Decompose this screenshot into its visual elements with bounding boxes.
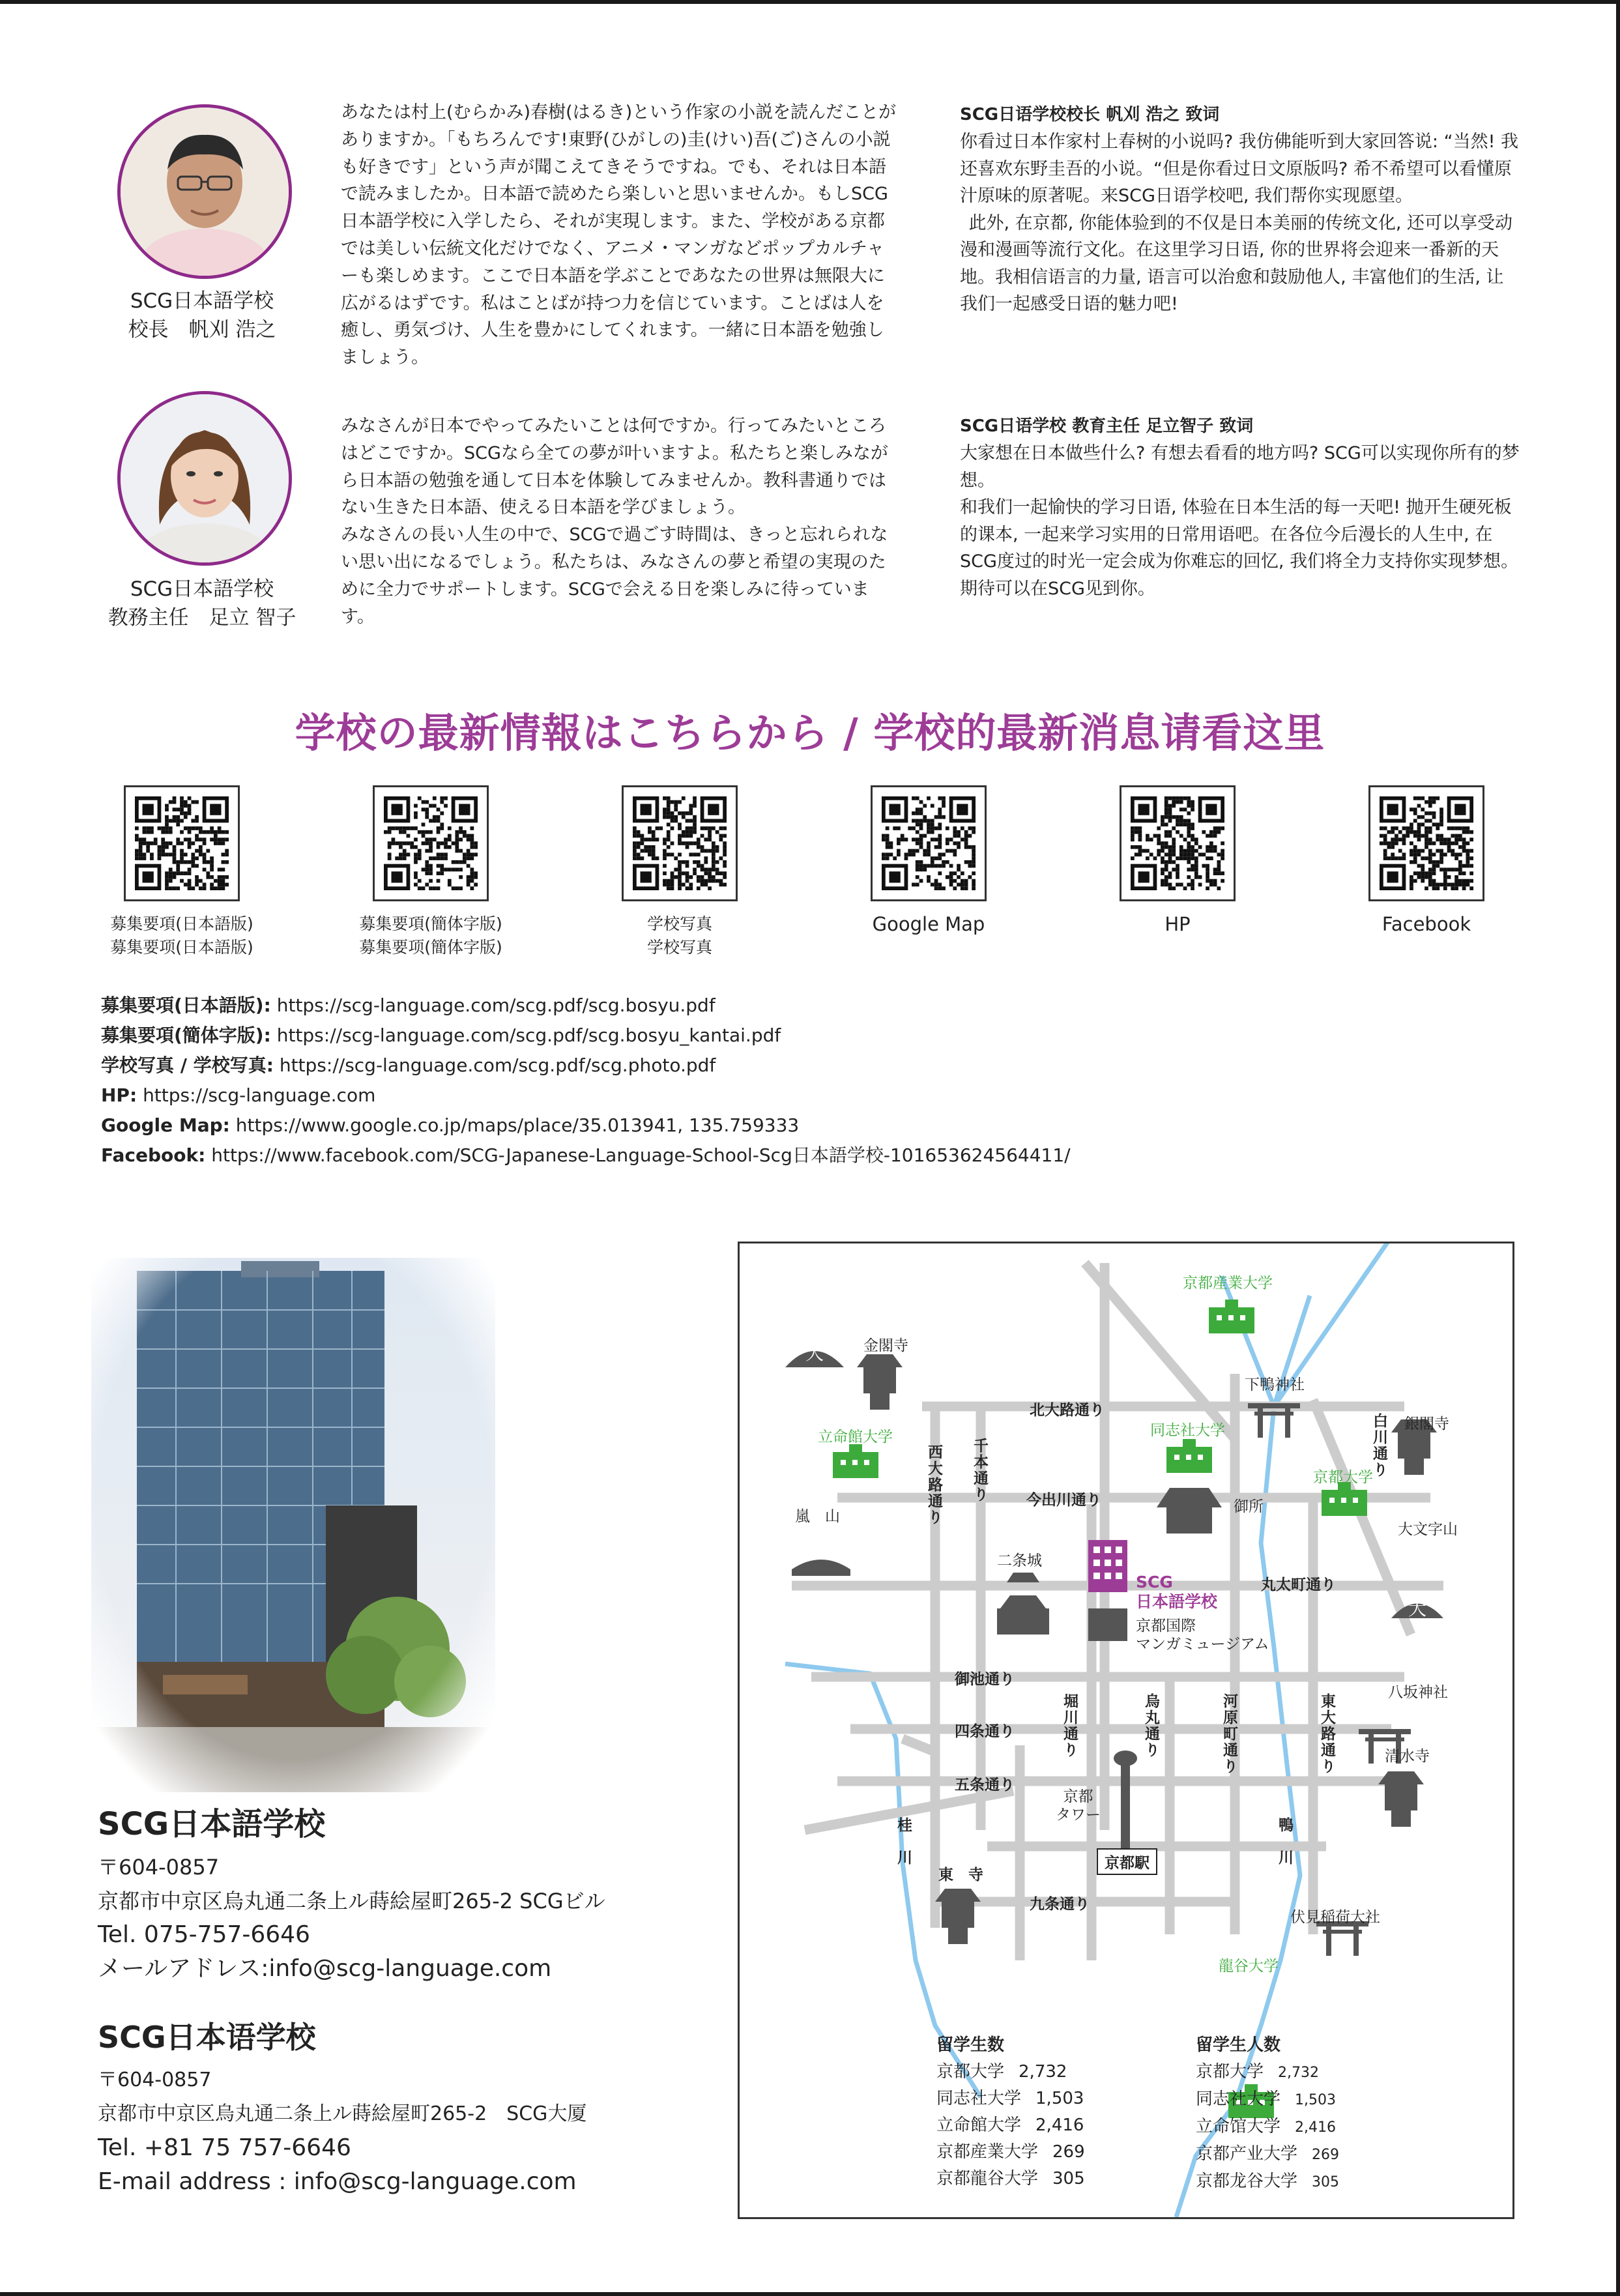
map-stats-jp-row: 立命館大学 2,416 (936, 2115, 1084, 2135)
map-label-kiyomizu: 清水寺 (1385, 1748, 1430, 1765)
director-message-jp-p2: みなさんの長い人生の中で、SCGで過ごす時間は、きっと忘れられない思い出になるでしょう。私たちは、みなさんの夢と希望の実現のために全力でサポートします。SCGで会える日を楽しみに待っています。 (341, 525, 888, 627)
map-label-nijojo: 二条城 (997, 1552, 1042, 1569)
map-stats-cn (1196, 2032, 1339, 2196)
link-row-photo: 学校写真 / 学校写真: https://scg-language.com/scg.pdf/scg.photo.pdf (101, 1054, 716, 1076)
map-label-gosho: 御所 (1234, 1498, 1264, 1515)
map-label-gojo: 五条通り (955, 1777, 1015, 1794)
school-building-photo (91, 1258, 495, 1792)
map-label-horikawa: 堀川通り (1061, 1693, 1078, 1758)
map-label-kyoto-station: 京都駅 (1097, 1848, 1157, 1875)
address-jp-email: メールアドレス:info@scg-language.com (98, 1955, 552, 1982)
address-block-cn (98, 2014, 684, 2199)
map-label-kamo: 鴨 川 (1276, 1817, 1293, 1866)
address-jp-tel: Tel. 075-757-6646 (98, 1921, 310, 1948)
link-row-google-map: Google Map: https://www.google.co.jp/maps/place/35.013941, 135.759333 (101, 1114, 800, 1136)
map-label-ryukoku: 龍谷大学 (1219, 1958, 1279, 1975)
address-jp-street: 京都市中京区烏丸通二条上ル蒔絵屋町265-2 SCGビル (98, 1889, 605, 1913)
map-stats-jp (936, 2032, 1085, 2192)
links-list (101, 991, 1071, 1170)
map-stats-jp-row: 京都龍谷大学 305 (936, 2169, 1085, 2188)
principal-message-jp (341, 99, 901, 371)
map-label-nishioji: 西大路通り (925, 1444, 942, 1526)
kyoto-map-icons (740, 1243, 1512, 2217)
map-label-kitaoji: 北大路通り (1030, 1402, 1105, 1419)
map-label-kawaramachi: 河原町通り (1221, 1693, 1237, 1775)
map-label-shijo: 四条通り (955, 1723, 1015, 1740)
qr-label-facebook: Facebook (1381, 913, 1471, 935)
map-label-senbon: 千本通り (971, 1438, 988, 1503)
svg-text:大: 大 (805, 1343, 824, 1364)
principal-caption (104, 287, 300, 344)
map-label-doshisha: 同志社大学 (1150, 1422, 1225, 1439)
map-label-toji: 東 寺 (938, 1867, 983, 1883)
kyoto-map (738, 1242, 1514, 2219)
map-stats-jp-title: 留学生数 (936, 2035, 1005, 2055)
map-stats-cn-row: 同志社大学 1,503 (1196, 2089, 1336, 2109)
map-label-kinkakuji: 金閣寺 (863, 1337, 908, 1354)
director-message-jp (341, 413, 901, 630)
principal-caption-school: SCG日本語学校 (130, 289, 274, 313)
map-stats-cn-title: 留学生人数 (1196, 2035, 1281, 2055)
map-label-daimonji: 大文字山 (1398, 1521, 1458, 1538)
director-message-cn-title: SCG日语学校 教育主任 足立智子 致词 (960, 416, 1254, 436)
link-facebook[interactable]: https://www.facebook.com/SCG-Japanese-Language-School-Scg日本語学校-101653624564411/ (211, 1144, 1071, 1166)
link-photo[interactable]: https://scg-language.com/scg.pdf/scg.photo.pdf (279, 1054, 716, 1076)
map-stats-cn-row: 京都大学 2,732 (1196, 2062, 1319, 2082)
address-cn-school-name: SCG日本语学校 (98, 2020, 316, 2055)
director-message-cn-p2: 和我们一起愉快的学习日语, 体验在日本生活的每一天吧! 抛开生硬死板的课本, 一起来学习实用的日常用语吧。在各位今后漫长的人生中, 在SCG度过的时光一定会成为你难忘的回忆, 我们将全力支持你实现梦想。 (960, 497, 1519, 572)
principal-message-jp-text: あなたは村上(むらかみ)春樹(はるき)という作家の小説を読んだことがありますか。「もちろんです!東野(ひがしの)圭(けい)吾(ご)さんの小説も好きです」という声が聞こえてきそうですね。でも、それは日本語で読みましたか。日本語で読めたら楽しいと思いませんか。もしSCG日本語学校に入学したら、それが実現します。また、学校がある京都では美しい伝統文化だけでなく、アニメ・マンガなどポップカルチャーも楽しめます。ここで日本語を学ぶことであなたの世界は無限大に広がるはずです。私はことばが持つ力を信じています。ことばは人を癒し、勇気づけ、人生を豊かにしてくれます。一緒に日本語を勉強しましょう。 (341, 102, 897, 368)
map-label-shirakawa: 白川通り (1370, 1413, 1387, 1478)
map-label-fushimi: 伏見稲荷大社 (1290, 1909, 1380, 1926)
director-photo (117, 391, 292, 566)
principal-message-cn-p1: 你看过日本作家村上春树的小说吗? 我仿佛能听到大家回答说: “当然! 我还喜欢东野圭吾的小说。“但是你看过日文原版吗? 希不希望可以看懂原汁原味的原著呢。来SCG日语学校吧, 我们帮你实现愿望。 (960, 132, 1518, 206)
map-label-imadegawa: 今出川通り (1026, 1492, 1101, 1509)
map-label-yasaka: 八坂神社 (1388, 1684, 1448, 1701)
qr-label-google-map: Google Map (872, 913, 985, 935)
page-border-top (0, 0, 1620, 4)
link-row-facebook: Facebook: https://www.facebook.com/SCG-Japanese-Language-School-Scg日本語学校-101653624564411/ (101, 1144, 1071, 1166)
map-stats-jp-row: 同志社大学 1,503 (936, 2089, 1084, 2108)
address-cn-street: 京都市中京区烏丸通二条上ル蒔絵屋町265-2 SCG大厦 (98, 2102, 587, 2125)
director-message-jp-p1: みなさんが日本でやってみたいことは何ですか。行ってみたいところはどこですか。SCGなら全ての夢が叶いますよ。私たちと楽しみながら日本語の勉強を通して日本を体験してみませんか。教科書通りではない生きた日本語、使える日本語を学びましょう。 (341, 416, 888, 518)
principal-photo (117, 104, 292, 279)
link-bosyu-cn[interactable]: https://scg-language.com/scg.pdf/scg.bosyu_kantai.pdf (276, 1024, 781, 1046)
director-message-cn (960, 413, 1520, 602)
link-row-bosyu-cn: 募集要項(簡体字版): https://scg-language.com/scg.pdf/scg.bosyu_kantai.pdf (101, 1024, 781, 1046)
map-stats-jp-row: 京都産業大学 269 (936, 2142, 1085, 2162)
director-message-cn-p1: 大家想在日本做些什么? 有想去看看的地方吗? SCG可以实现你所有的梦想。 (960, 443, 1520, 491)
map-label-kyoto-univ: 京都大学 (1313, 1469, 1373, 1486)
page-border-right (1616, 0, 1620, 2296)
map-label-oike: 御池通り (955, 1671, 1015, 1688)
principal-message-cn-title: SCG日语学校校长 帆刈 浩之 致词 (960, 105, 1220, 124)
address-cn-postal: 〒604-0857 (98, 2069, 212, 2091)
director-caption-name: 教務主任 足立 智子 (108, 606, 297, 630)
principal-message-cn (960, 101, 1520, 318)
address-block-jp (98, 1799, 684, 1986)
map-label-scg: SCG 日本語学校 (1136, 1573, 1218, 1611)
address-cn-tel: Tel. +81 75 757-6646 (98, 2134, 351, 2161)
latest-info-banner: 学校の最新情報はこちらから / 学校的最新消息请看这里 (295, 709, 1325, 757)
svg-text:大: 大 (1408, 1598, 1427, 1620)
map-label-karasuma: 烏丸通り (1142, 1693, 1159, 1758)
map-label-shimogamo: 下鴨神社 (1245, 1376, 1305, 1393)
link-hp[interactable]: https://scg-language.com (143, 1084, 376, 1106)
link-google-map[interactable]: https://www.google.co.jp/maps/place/35.013941, 135.759333 (235, 1114, 800, 1136)
director-message-cn-p3: 期待可以在SCG见到你。 (960, 578, 1155, 599)
qr-code-google-map[interactable] (871, 785, 987, 901)
map-label-manga-museum: 京都国際 マンガミュージアム (1136, 1618, 1269, 1653)
map-stats-cn-row: 京都产业大学 269 (1196, 2144, 1340, 2164)
link-row-hp: HP: https://scg-language.com (101, 1084, 376, 1106)
principal-message-cn-p2: 此外, 在京都, 你能体验到的不仅是日本美丽的传统文化, 还可以享受动漫和漫画等流行文化。在这里学习日语, 你的世界将会迎来一番新的天地。我相信语言的力量, 语言可以治愈和鼓励他人, 丰富他们的生活, 让我们一起感受日语的魅力吧! (960, 212, 1512, 314)
map-label-arashiyama: 嵐 山 (795, 1508, 840, 1525)
address-jp-school-name: SCG日本語学校 (98, 1806, 326, 1842)
qr-code-photo[interactable] (622, 785, 738, 901)
address-cn-email: E-mail address : info@scg-language.com (98, 2168, 577, 2195)
map-label-kujo: 九条通り (1030, 1896, 1090, 1913)
map-stats-cn-row: 立命馆大学 2,416 (1196, 2117, 1336, 2136)
qr-code-bosyu-jp[interactable] (124, 785, 240, 901)
qr-label-photo: 学校写真 学校写真 (646, 914, 712, 957)
map-label-ginkakuji: 銀閣寺 (1404, 1416, 1449, 1432)
director-caption (104, 575, 300, 632)
qr-label-hp: HP (1164, 913, 1191, 935)
map-label-kyoto-sangyo: 京都産業大学 (1183, 1275, 1273, 1292)
map-label-higashioji: 東大路通り (1318, 1693, 1335, 1775)
map-label-katsura: 桂 川 (895, 1817, 912, 1866)
principal-caption-name: 校長 帆刈 浩之 (128, 318, 276, 341)
page-border-bottom (0, 2292, 1620, 2296)
map-stats-jp-row: 京都大学 2,732 (936, 2062, 1067, 2082)
link-bosyu-jp[interactable]: https://scg-language.com/scg.pdf/scg.bosyu.pdf (276, 995, 716, 1016)
qr-code-bosyu-cn[interactable] (373, 785, 489, 901)
qr-code-facebook[interactable] (1368, 785, 1484, 901)
map-stats-cn-row: 京都龙谷大学 305 (1196, 2172, 1340, 2191)
qr-code-hp[interactable] (1120, 785, 1236, 901)
map-label-marutamachi: 丸太町通り (1261, 1577, 1336, 1593)
map-label-ritsumeikan: 立命館大学 (818, 1429, 893, 1446)
map-label-kyoto-tower: 京都 タワー (1056, 1788, 1101, 1824)
address-jp-postal: 〒604-0857 (98, 1855, 220, 1880)
qr-label-bosyu-cn: 募集要項(簡体字版) 募集要项(簡体字版) (359, 914, 502, 957)
qr-label-bosyu-jp: 募集要項(日本語版) 募集要项(日本語版) (110, 914, 253, 957)
link-row-bosyu-jp: 募集要項(日本語版): https://scg-language.com/scg.pdf/scg.bosyu.pdf (101, 995, 716, 1016)
director-caption-school: SCG日本語学校 (130, 577, 274, 601)
